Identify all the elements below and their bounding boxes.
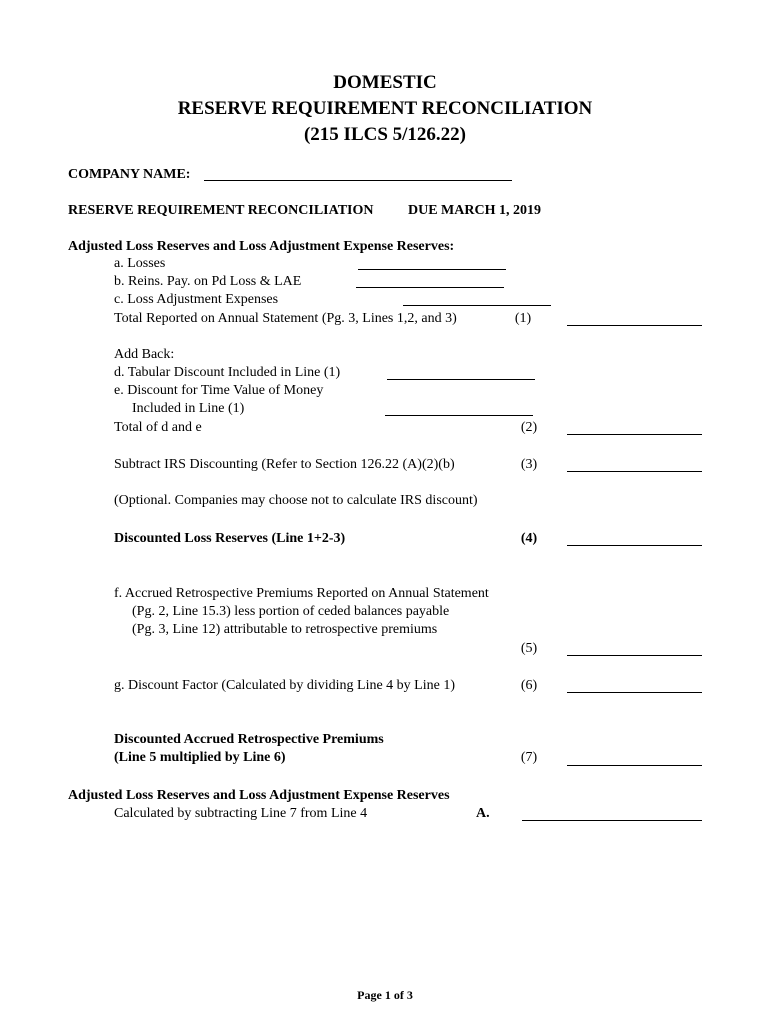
line-number-4: (4) <box>520 531 538 546</box>
item-g-factor: g. Discount Factor (Calculated by dividing Line 4 by Line 1) <box>114 678 455 693</box>
line-number-3: (3) <box>520 457 538 472</box>
item-d-tabular: d. Tabular Discount Included in Line (1) <box>114 365 341 380</box>
line-number-6: (6) <box>520 678 538 693</box>
line-1-field[interactable] <box>567 325 702 326</box>
line-7-field[interactable] <box>567 765 702 766</box>
item-f-accrued: f. Accrued Retrospective Premiums Reported on Annual Statement <box>114 586 489 601</box>
title-domestic: DOMESTIC <box>333 72 437 93</box>
title-statute: (215 ILCS 5/126.22) <box>303 124 467 145</box>
company-name-field[interactable] <box>204 180 512 181</box>
discounted-loss-label: Discounted Loss Reserves (Line 1+2-3) <box>114 531 346 546</box>
section-adjusted-heading: Adjusted Loss Reserves and Loss Adjustment Expense Reserves: <box>68 239 455 254</box>
discounted-retro-label: Discounted Accrued Retrospective Premiums <box>114 732 384 747</box>
item-e-discount: e. Discount for Time Value of Money <box>114 383 324 398</box>
due-date: DUE MARCH 1, 2019 <box>408 203 541 218</box>
adjusted-sub: Calculated by subtracting Line 7 from Line 4 <box>114 806 368 821</box>
line-number-5: (5) <box>520 641 538 656</box>
item-f-line3: (Pg. 3, Line 12) attributable to retrospective premiums <box>132 622 438 637</box>
due-label: RESERVE REQUIREMENT RECONCILIATION <box>68 203 374 218</box>
adjusted-heading: Adjusted Loss Reserves and Loss Adjustment Expense Reserves <box>68 788 450 803</box>
line-a-field[interactable] <box>522 820 702 821</box>
line-3-field[interactable] <box>567 471 702 472</box>
line-5-field[interactable] <box>567 655 702 656</box>
line-6-field[interactable] <box>567 692 702 693</box>
total-reported-label: Total Reported on Annual Statement (Pg. 3, Lines 1,2, and 3) <box>114 311 457 326</box>
item-e-included: Included in Line (1) <box>132 401 245 416</box>
item-d-field[interactable] <box>387 379 535 380</box>
item-e-field[interactable] <box>385 415 533 416</box>
company-name-label: COMPANY NAME: <box>68 167 191 182</box>
item-a-field[interactable] <box>358 269 506 270</box>
irs-discount-label: Subtract IRS Discounting (Refer to Section 126.22 (A)(2)(b) <box>114 457 455 472</box>
item-a-losses: a. Losses <box>114 256 166 271</box>
title-reconciliation: RESERVE REQUIREMENT RECONCILIATION <box>177 98 593 119</box>
line-marker-a: A. <box>476 806 490 821</box>
item-b-reins: b. Reins. Pay. on Pd Loss & LAE <box>114 274 302 289</box>
discounted-retro-sub: (Line 5 multiplied by Line 6) <box>114 750 286 765</box>
irs-optional-note: (Optional. Companies may choose not to calculate IRS discount) <box>114 493 478 508</box>
line-number-2: (2) <box>520 420 538 435</box>
item-c-field[interactable] <box>403 305 551 306</box>
item-c-lae: c. Loss Adjustment Expenses <box>114 292 279 307</box>
line-2-field[interactable] <box>567 434 702 435</box>
item-f-line2: (Pg. 2, Line 15.3) less portion of ceded balances payable <box>132 604 450 619</box>
line-number-1: (1) <box>514 311 532 326</box>
line-4-field[interactable] <box>567 545 702 546</box>
item-b-field[interactable] <box>356 287 504 288</box>
line-number-7: (7) <box>520 750 538 765</box>
add-back-label: Add Back: <box>114 347 175 362</box>
page-number: Page 1 of 3 <box>357 988 413 1002</box>
total-d-e-label: Total of d and e <box>114 420 202 435</box>
